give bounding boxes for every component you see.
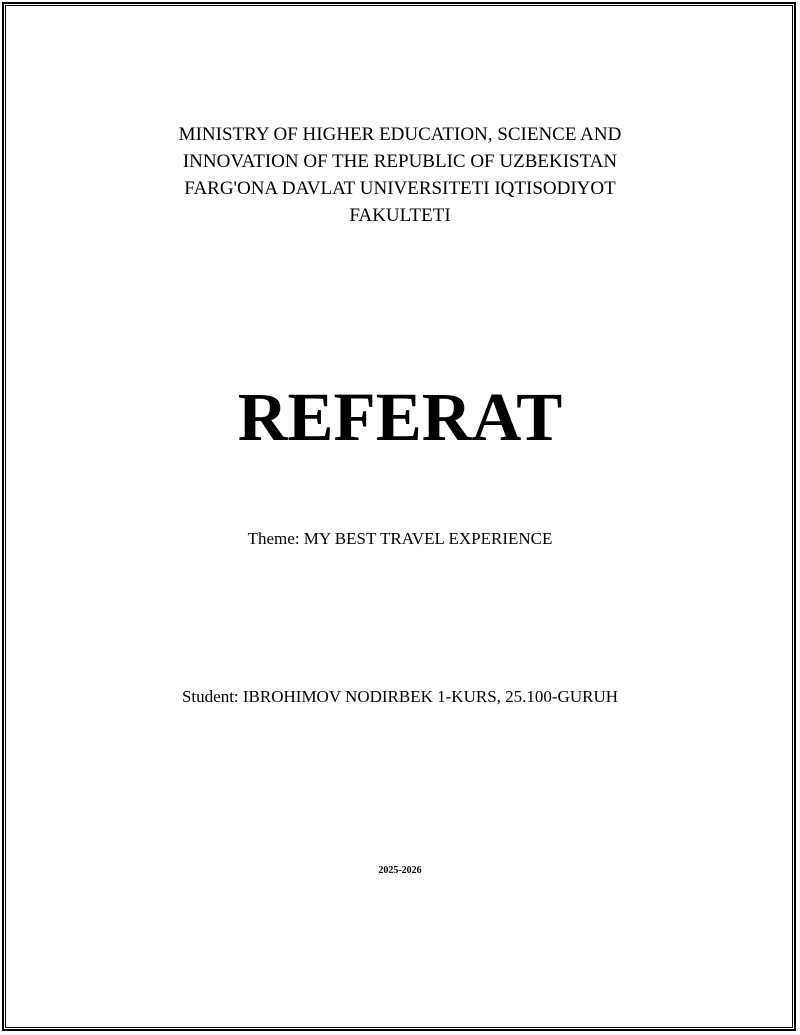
student-line: Student: IBROHIMOV NODIRBEK 1-KURS, 25.100-GURUH bbox=[181, 687, 619, 706]
document-title: REFERAT bbox=[237, 379, 563, 455]
header-line-1: MINISTRY OF HIGHER EDUCATION, SCIENCE AND bbox=[178, 124, 622, 145]
academic-year: 2025-2026 bbox=[378, 865, 422, 876]
header-line-2: INNOVATION OF THE REPUBLIC OF UZBEKISTAN bbox=[182, 151, 618, 172]
header-line-3: FARG'ONA DAVLAT UNIVERSITETI IQTISODIYOT bbox=[184, 178, 616, 199]
header-line-4: FAKULTETI bbox=[349, 205, 451, 226]
theme-line: Theme: MY BEST TRAVEL EXPERIENCE bbox=[247, 529, 553, 548]
institution-header bbox=[0, 121, 800, 229]
